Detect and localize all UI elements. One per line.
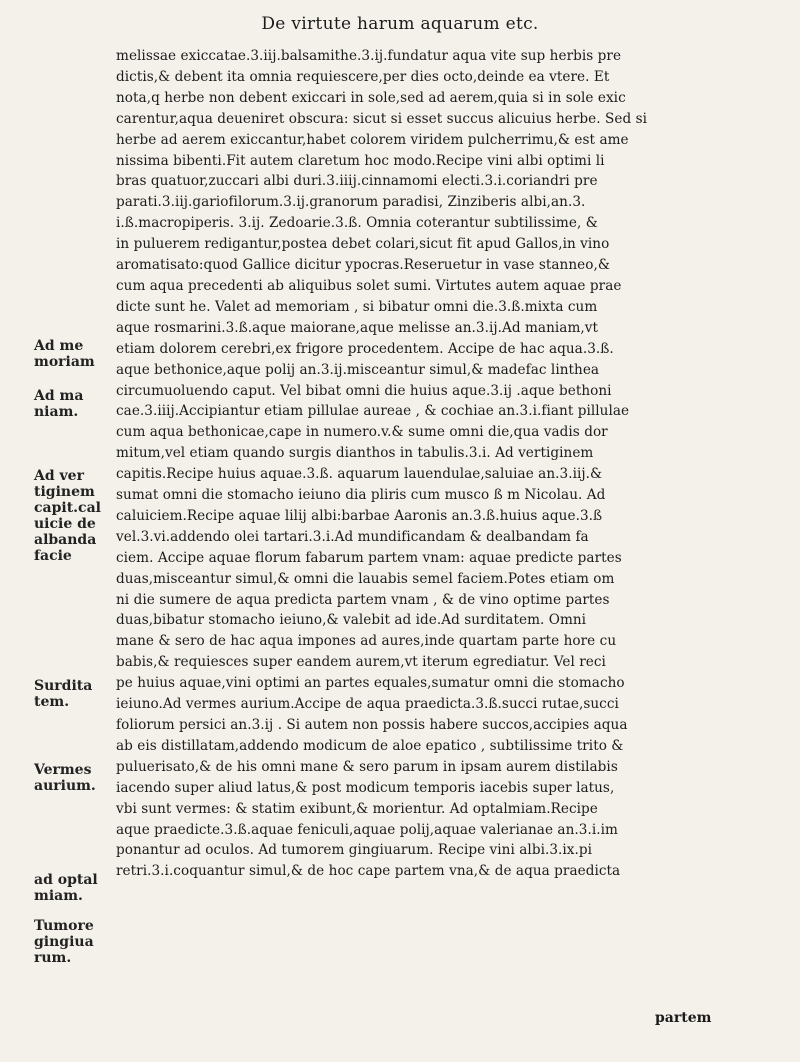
text-line: cum aqua precedenti ab aliquibus solet sumi. Virtutes autem aquae prae	[116, 277, 622, 294]
text-line: vel.3.vi.addendo olei tartari.3.i.Ad mundificandam & dealbandam fa	[116, 528, 589, 545]
text-line: carentur,aqua deueniret obscura: sicut si esset succus alicuius herbe. Sed si	[116, 110, 648, 127]
margin-note-memoria: Ad me moriam	[34, 338, 95, 370]
text-line: aque rosmarini.3.ß.aque maiorane,aque melisse an.3.ij.Ad maniam,vt	[116, 319, 599, 336]
margin-note-optalmia: ad optal miam.	[34, 872, 98, 904]
body-text	[116, 46, 716, 882]
text-line: etiam dolorem cerebri,ex frigore procedentem. Accipe de hac aqua.3.ß.	[116, 340, 614, 357]
text-line: cae.3.iiij.Accipiantur etiam pillulae aureae , & cochiae an.3.i.fiant pillulae	[116, 403, 630, 420]
text-line: dictis,& debent ita omnia requiescere,per dies octo,deinde ea vtere. Et	[116, 68, 610, 85]
page-header: De virtute harum aquarum etc.	[261, 14, 539, 34]
text-line: nissima bibenti.Fit autem claretum hoc modo.Recipe vini albi optimi li	[116, 152, 605, 169]
text-line: capitis.Recipe huius aquae.3.ß. aquarum lauendulae,saluiae an.3.iij.&	[116, 466, 603, 483]
text-line: cum aqua bethonicae,cape in numero.v.& sume omni die,qua vadis dor	[116, 424, 608, 441]
text-line: i.ß.macropiperis. 3.ij. Zedoarie.3.ß. Omnia coterantur subtilissime, &	[116, 215, 598, 232]
text-line: duas,misceantur simul,& omni die lauabis semel faciem.Potes etiam om	[116, 570, 615, 587]
margin-note-vertigo: Ad ver tiginem capit.cal uicie de albanda facie	[34, 468, 101, 564]
margin-note-tumor: Tumore gingiua rum.	[34, 918, 94, 966]
text-line: babis,& requiesces super eandem aurem,vt iterum egrediatur. Vel reci	[116, 654, 606, 671]
text-line: dicte sunt he. Valet ad memoriam , si bibatur omni die.3.ß.mixta cum	[116, 298, 598, 315]
margin-note-surditas: Surdita tem.	[34, 678, 93, 710]
text-line: nota,q herbe non debent exiccari in sole,sed ad aerem,quia si in sole exic	[116, 89, 626, 106]
text-line: circumuoluendo caput. Vel bibat omni die huius aque.3.ij .aque bethoni	[116, 382, 612, 399]
text-line: pe huius aquae,vini optimi an partes equales,sumatur omni die stomacho	[116, 675, 625, 692]
text-line: iacendo super aliud latus,& post modicum temporis iacebis super latus,	[116, 779, 615, 796]
text-line: puluerisato,& de his omni mane & sero parum in ipsam aurem distilabis	[116, 758, 618, 775]
text-line: aque bethonice,aque polij an.3.ij.misceantur simul,& madefac linthea	[116, 361, 600, 378]
text-line: ab eis distillatam,addendo modicum de aloe epatico , subtilissime trito &	[116, 737, 624, 754]
text-line: herbe ad aerem exiccantur,habet colorem viridem pulcherrimu,& est ame	[116, 131, 629, 148]
text-line: sumat omni die stomacho ieiuno dia pliris cum musco ß m Nicolau. Ad	[116, 487, 606, 504]
text-line: mitum,vel etiam quando surgis dianthos in tabulis.3.i. Ad vertiginem	[116, 445, 594, 462]
text-line: aromatisato:quod Gallice dicitur ypocras.Reseruetur in vase stanneo,&	[116, 257, 611, 274]
text-line: aque praedicte.3.ß.aquae feniculi,aquae polij,aquae valerianae an.3.i.im	[116, 821, 618, 838]
margin-note-mania: Ad ma niam.	[34, 388, 84, 420]
text-line: retri.3.i.coquantur simul,& de hoc cape partem vna,& de aqua praedicta	[116, 863, 621, 880]
text-line: ni die sumere de aqua predicta partem vnam , & de vino optime partes	[116, 591, 610, 608]
text-line: vbi sunt vermes: & statim exibunt,& morientur. Ad optalmiam.Recipe	[116, 800, 598, 817]
text-line: parati.3.iij.gariofilorum.3.ij.granorum paradisi, Zinziberis albi,an.3.	[116, 194, 586, 211]
text-line: ponantur ad oculos. Ad tumorem gingiuarum. Recipe vini albi.3.ix.pi	[116, 842, 593, 859]
text-line: caluiciem.Recipe aquae lilij albi:barbae Aaronis an.3.ß.huius aque.3.ß	[116, 507, 603, 524]
catchword: partem	[655, 1010, 712, 1026]
text-line: melissae exiccatae.3.iij.balsamithe.3.ij.fundatur aqua vite sup herbis pre	[116, 48, 622, 64]
text-line: bras quatuor,zuccari albi duri.3.iiij.cinnamomi electi.3.i.coriandri pre	[116, 173, 598, 190]
text-line: duas,bibatur stomacho ieiuno,& valebit ad ide.Ad surditatem. Omni	[116, 612, 587, 629]
text-line: ieiuno.Ad vermes aurium.Accipe de aqua praedicta.3.ß.succi rutae,succi	[116, 696, 619, 713]
text-line: ciem. Accipe aquae florum fabarum partem vnam: aquae predicte partes	[116, 549, 622, 566]
text-line: mane & sero de hac aqua impones ad aures,inde quartam parte hore cu	[116, 633, 617, 650]
text-line: in puluerem redigantur,postea debet colari,sicut fit apud Gallos,in vino	[116, 236, 610, 253]
text-line: foliorum persici an.3.ij . Si autem non possis habere succos,accipies aqua	[116, 717, 628, 733]
margin-note-vermes: Vermes aurium.	[34, 762, 96, 794]
